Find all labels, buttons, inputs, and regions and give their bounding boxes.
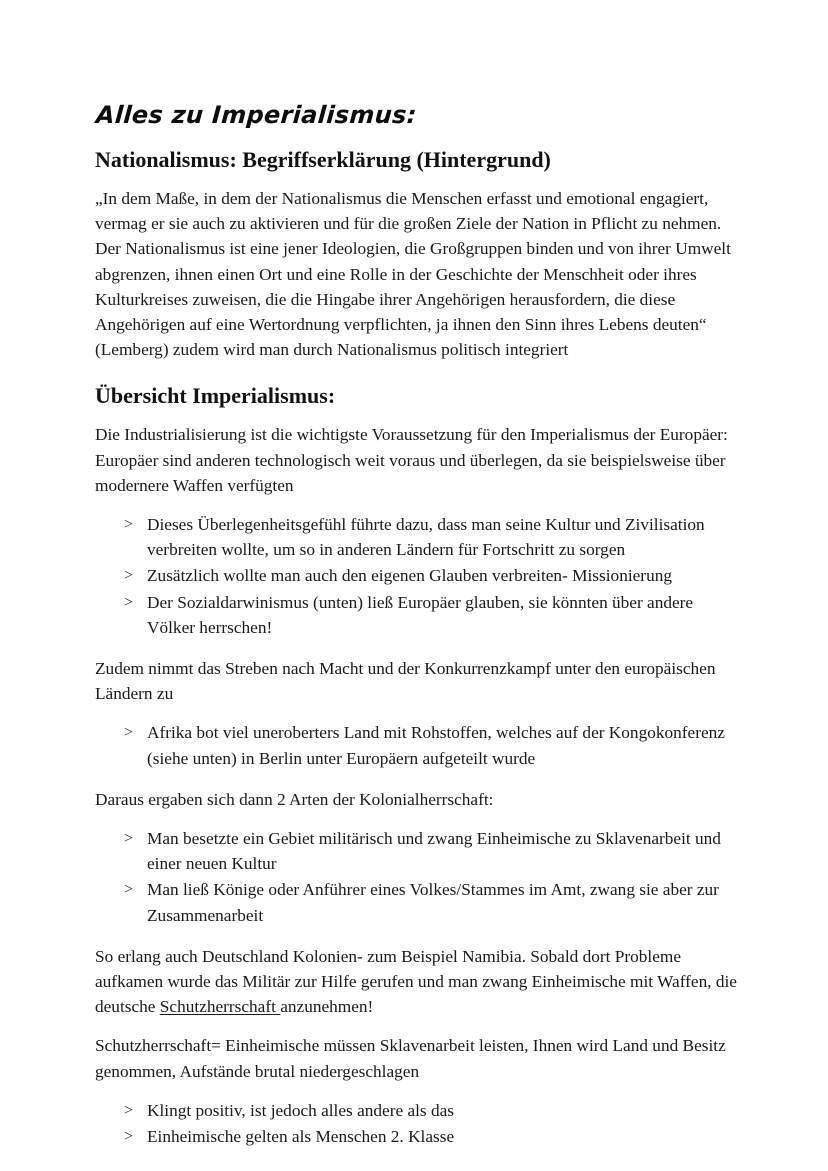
list-item bbox=[95, 720, 740, 770]
paragraph-text-part-2: anzunehmen! bbox=[280, 997, 374, 1017]
list-item bbox=[95, 1098, 740, 1123]
list-kolonialherrschaft bbox=[95, 826, 740, 928]
chevron-right-marker-icon: > bbox=[124, 724, 134, 742]
list-item-label: Der Sozialdarwinismus (unten) ließ Europäer glauben, sie könnten über andere Völker herrschen! bbox=[147, 592, 694, 637]
paragraph-text-part-1: So erlang auch Deutschland Kolonien- zum Beispiel Namibia. Sobald dort Probleme aufkamen wurde das Militär zur Hilfe gerufen und man zwang Einheimische mit Waffen, die deutsche bbox=[95, 946, 737, 1017]
list-item-label: Man besetzte ein Gebiet militärisch und zwang Einheimische zu Sklavenarbeit und einer neuen Kultur bbox=[147, 829, 721, 874]
document-content bbox=[95, 100, 740, 1163]
list-item-label: Einheimische gelten als Menschen 2. Klasse bbox=[147, 1127, 455, 1147]
page-title: Alles zu Imperialismus: bbox=[95, 101, 418, 129]
heading-nationalismus: Nationalismus: Begriffserklärung (Hintergrund) bbox=[95, 147, 551, 172]
underlined-term-schutzherrschaft: Schutzherrschaft bbox=[159, 997, 281, 1017]
chevron-right-marker-icon: > bbox=[124, 1101, 134, 1119]
list-schutzherrschaft-bewertung bbox=[95, 1098, 740, 1149]
paragraph-kolonialherrschaft-arten: Daraus ergaben sich dann 2 Arten der Kolonialherrschaft: bbox=[95, 789, 494, 809]
list-item-label: Dieses Überlegenheitsgefühl führte dazu, dass man seine Kultur und Zivilisation verbreiten wollte, um so in anderen Ländern für Fortschritt zu sorgen bbox=[147, 515, 705, 560]
chevron-right-marker-icon: > bbox=[124, 1128, 134, 1146]
list-item bbox=[95, 826, 740, 876]
chevron-right-marker-icon: > bbox=[124, 567, 134, 585]
paragraph-industrialisierung: Die Industrialisierung ist die wichtigste Voraussetzung für den Imperialismus der Europäer: Europäer sind anderen technologisch weit voraus und überlegen, da sie beispielsweise über modernere Waffen verfügten bbox=[95, 425, 728, 495]
list-afrika bbox=[95, 720, 740, 770]
list-item bbox=[95, 590, 740, 640]
list-item bbox=[95, 1124, 740, 1149]
chevron-right-marker-icon: > bbox=[124, 881, 134, 899]
chevron-right-marker-icon: > bbox=[124, 830, 134, 848]
list-item-label: Klingt positiv, ist jedoch alles andere als das bbox=[147, 1100, 454, 1120]
list-item bbox=[95, 563, 740, 588]
paragraph-deutschland-kolonien bbox=[95, 944, 740, 1020]
list-item-label: Man ließ Könige oder Anführer eines Volkes/Stammes im Amt, zwang sie aber zur Zusammenarbeit bbox=[147, 880, 719, 925]
list-ueberlegenheit bbox=[95, 512, 740, 640]
chevron-right-marker-icon: > bbox=[124, 516, 134, 534]
list-item bbox=[95, 512, 740, 562]
heading-uebersicht-imperialismus: Übersicht Imperialismus: bbox=[95, 383, 336, 409]
chevron-right-marker-icon: > bbox=[124, 593, 134, 611]
list-item-label: Afrika bot viel uneroberters Land mit Rohstoffen, welches auf der Kongokonferenz (siehe unten) in Berlin unter Europäern aufgeteilt wurde bbox=[147, 723, 725, 768]
paragraph-schutzherrschaft-definition: Schutzherrschaft= Einheimische müssen Sklavenarbeit leisten, Ihnen wird Land und Besitz genommen, Aufstände brutal niedergeschlagen bbox=[95, 1036, 726, 1081]
list-item-label: Zusätzlich wollte man auch den eigenen Glauben verbreiten- Missionierung bbox=[147, 566, 672, 586]
list-item bbox=[95, 877, 740, 927]
paragraph-nationalismus-quote: „In dem Maße, in dem der Nationalismus die Menschen erfasst und emotional engagiert, vermag er sie auch zu aktivieren und für die großen Ziele der Nation in Pflicht zu nehmen. Der Nationalismus ist eine jener Ideologien, die Großgruppen binden und von ihrer Umwelt abgrenzen, ihnen einen Ort und eine Rolle in der Geschichte der Menschheit oder ihres Kulturkreises zuweisen, die die Hingabe ihrer Angehörigen herausfordern, die diese Angehörigen auf eine Wertordnung verpflichten, ja ihnen den Sinn ihres Lebens deuten“ (Lemberg) zudem wird man durch Nationalismus politisch integriert bbox=[95, 189, 731, 360]
paragraph-streben-nach-macht: Zudem nimmt das Streben nach Macht und der Konkurrenzkampf unter den europäischen Ländern zu bbox=[95, 659, 716, 704]
